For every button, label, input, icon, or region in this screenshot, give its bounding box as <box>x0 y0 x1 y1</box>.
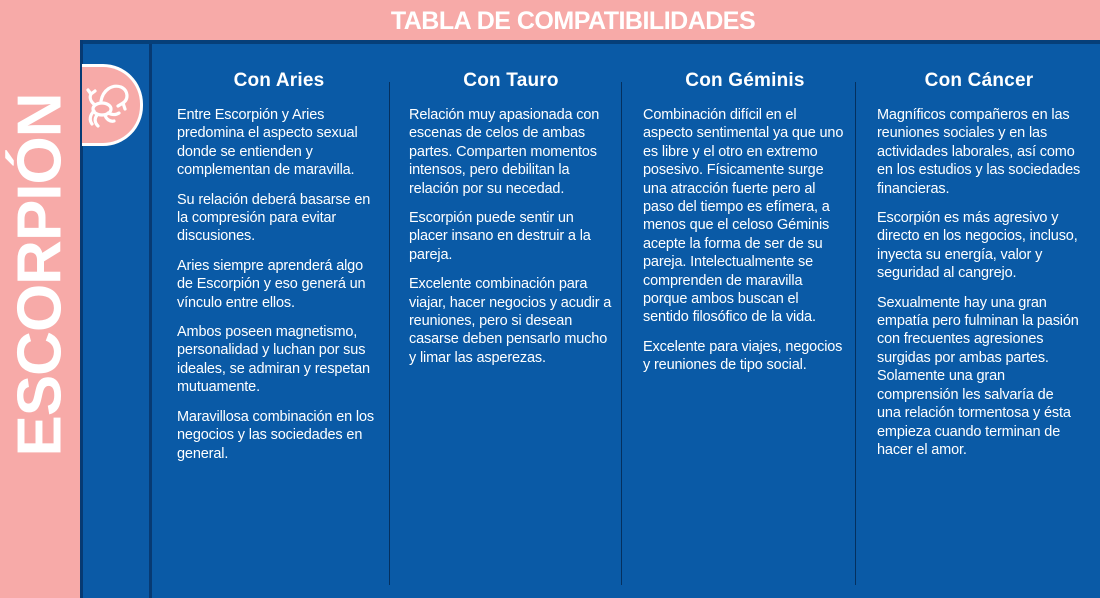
paragraph: Magníficos compañeros en las reuniones sociales y en las actividades laborales, así como en los estudios y las sociedades financieras. <box>877 107 1081 197</box>
paragraph: Aries siempre aprenderá algo de Escorpión y eso generá un vínculo entre ellos. <box>177 257 366 311</box>
paragraph: Ambos poseen magnetismo, personalidad y luchan por sus ideales, se admiran y respetan mutuamente. <box>177 324 370 396</box>
paragraph: Escorpión es más agresivo y directo en los negocios, incluso, inyecta su energía, valor y seguridad al cangrejo. <box>877 210 1078 282</box>
column-divider <box>855 82 856 585</box>
sign-band <box>0 40 83 598</box>
paragraph: Relación muy apasionada con escenas de celos de ambas partes. Comparten momentos intensos, pero debilitan la relación por su necedad. <box>409 107 600 197</box>
column-divider <box>389 82 390 585</box>
header-shadow <box>0 40 1100 44</box>
column-geminis <box>643 70 847 386</box>
paragraph: Excelente combinación para viajar, hacer negocios y acudir a reuniones, pero si desean casarse deben pensarlo mucho y limar las asperezas. <box>409 276 612 366</box>
column-title: Con Aries <box>233 70 325 91</box>
paragraph: Combinación difícil en el aspecto sentimental ya que uno es libre y el otro en extremo posesivo. Físicamente surge una atracción fuerte pero al paso del tiempo es efímera, a menos que el celoso Géminis acepte la forma de ser de su pareja. Intelectualmente se comprenden de maravilla porque ambos buscan el sentido filosófico de la vida. <box>643 107 844 326</box>
paragraph: Escorpión puede sentir un placer insano en destruir a la pareja. <box>409 210 591 263</box>
paragraph: Excelente para viajes, negocios y reuniones de tipo social. <box>643 338 843 374</box>
paragraph: Su relación deberá basarse en la compresión para evitar discusiones. <box>177 191 371 245</box>
sign-title: ESCORPIÓN <box>5 93 75 457</box>
header-bar <box>0 0 1100 40</box>
column-cancer <box>877 70 1081 470</box>
column-aries <box>177 70 381 474</box>
column-title: Con Cáncer <box>924 70 1034 91</box>
paragraph: Sexualmente hay una gran empatía pero fulminan la pasión con frecuentes agresiones surgidas por ambas partes. Solamente una gran comprensión les salvaría de una relación tormentosa y ésta empieza cuando terminan de hacer el amor. <box>877 294 1079 458</box>
column-divider <box>621 82 622 585</box>
paragraph: Entre Escorpión y Aries predomina el aspecto sexual donde se entienden y complementan de maravilla. <box>177 107 358 179</box>
column-title: Con Tauro <box>463 70 559 91</box>
column-title: Con Géminis <box>685 70 805 91</box>
paragraph: Maravillosa combinación en los negocios y las sociedades en general. <box>177 408 374 462</box>
scorpion-icon <box>84 73 136 133</box>
column-tauro <box>409 70 613 378</box>
page-title: TABLA DE COMPATIBILIDADES <box>390 7 756 35</box>
